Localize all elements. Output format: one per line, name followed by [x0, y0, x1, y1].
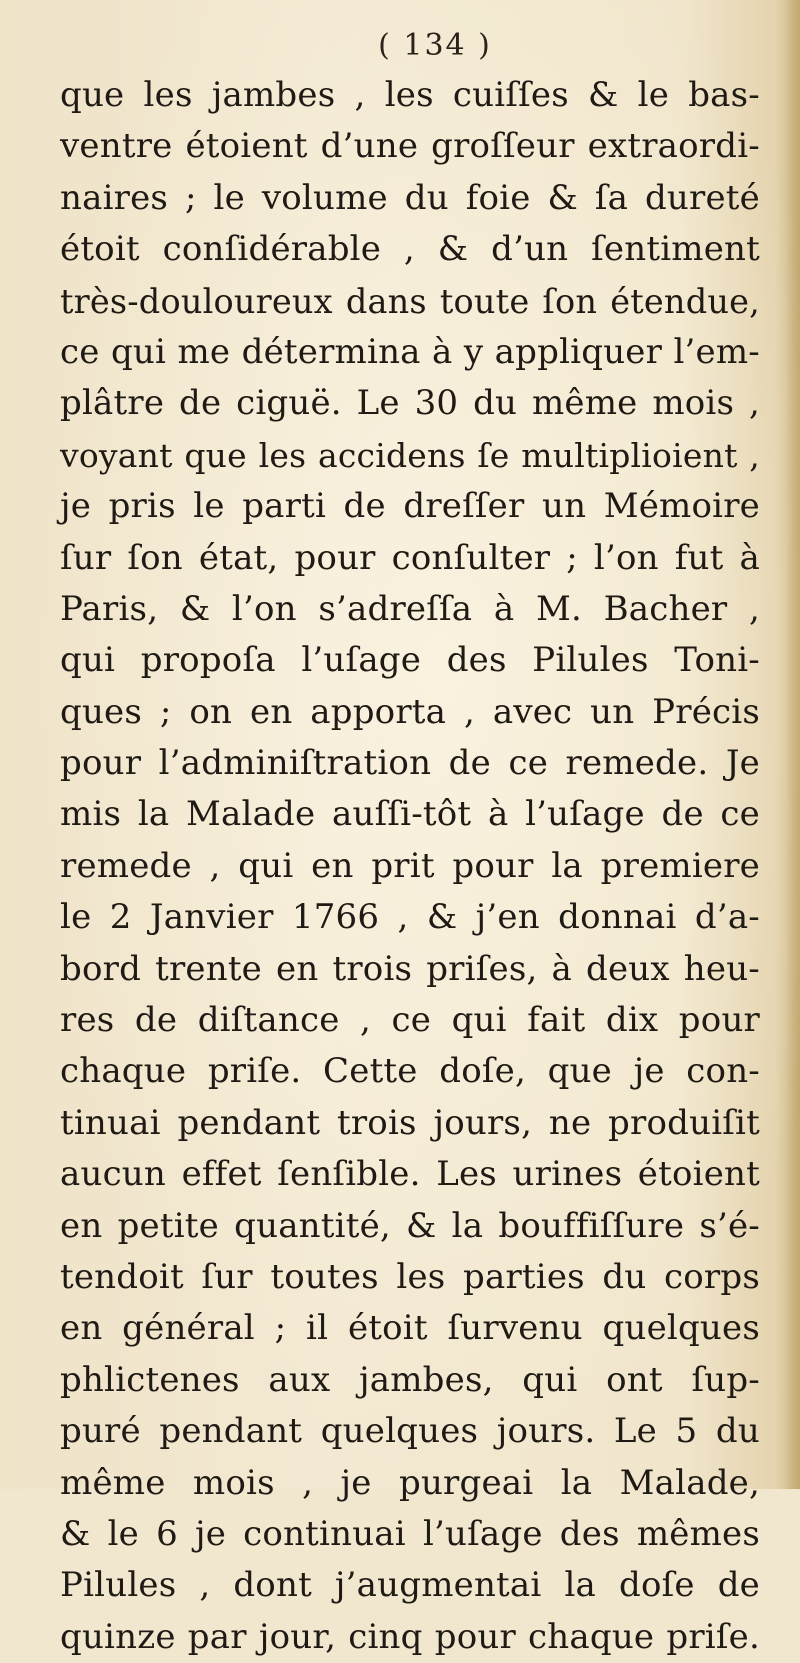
text-line: même mois , je purgeai la Malade, [60, 1462, 760, 1503]
text-line: tinuai pendant trois jours, ne produiſit [60, 1102, 760, 1143]
text-line: aucun effet ſenſible. Les urines étoient [60, 1154, 760, 1195]
text-line: ſur ſon état, pour conſulter ; l’on fut à [60, 537, 760, 578]
page-number: ( 134 ) [378, 28, 492, 63]
page-edge-shadow [786, 0, 800, 1489]
text-line: Pilules , dont j’augmentai la doſe de [60, 1565, 760, 1606]
text-line: le 2 Janvier 1766 , & j’en donnai d’a- [60, 897, 760, 938]
text-line: plâtre de ciguë. Le 30 du même mois , [60, 383, 760, 424]
text-line: tendoit ſur toutes les parties du corps [60, 1256, 760, 1297]
text-line: bord trente en trois priſes, à deux heu- [60, 948, 760, 989]
text-line: phlictenes aux jambes, qui ont ſup- [60, 1359, 760, 1400]
text-line: en général ; il étoit ſurvenu quelques [60, 1308, 760, 1349]
text-line: remede , qui en prit pour la premiere [60, 845, 760, 886]
text-line: étoit conſidérable , & d’un ſentiment [60, 229, 760, 270]
text-line: & le 6 je continuai l’uſage des mêmes [60, 1513, 760, 1554]
text-line: ventre étoient d’une groſſeur extraordi- [60, 126, 760, 167]
text-line: en petite quantité, & la bouffiſſure s’é- [60, 1205, 760, 1246]
text-line: naires ; le volume du foie & ſa dureté [60, 177, 760, 218]
text-line: ce qui me détermina à y appliquer l’em- [60, 331, 760, 372]
text-line: voyant que les accidens ſe multiplioient , [60, 435, 760, 475]
text-line: Paris, & l’on s’adreſſa à M. Bacher , [60, 588, 760, 629]
text-line: très-douloureux dans toute ſon étendue, [60, 281, 760, 321]
text-line: quinze par jour, cinq pour chaque priſe. [60, 1616, 760, 1657]
text-line: chaque priſe. Cette doſe, que je con- [60, 1051, 760, 1092]
text-line: mis la Malade auſſi-tôt à l’uſage de ce [60, 794, 760, 835]
text-line: je pris le parti de dreſſer un Mémoire [60, 486, 760, 527]
body-text [60, 70, 760, 1663]
text-line: pour l’adminiſtration de ce remede. Je [60, 743, 760, 784]
text-line: qui propoſa l’uſage des Pilules Toni- [60, 640, 760, 681]
text-line: res de diſtance , ce qui fait dix pour [60, 1000, 760, 1041]
text-line: ques ; on en apporta , avec un Précis [60, 691, 760, 732]
text-line: que les jambes , les cuiſſes & le bas- [60, 75, 760, 115]
text-line: puré pendant quelques jours. Le 5 du [60, 1411, 760, 1452]
